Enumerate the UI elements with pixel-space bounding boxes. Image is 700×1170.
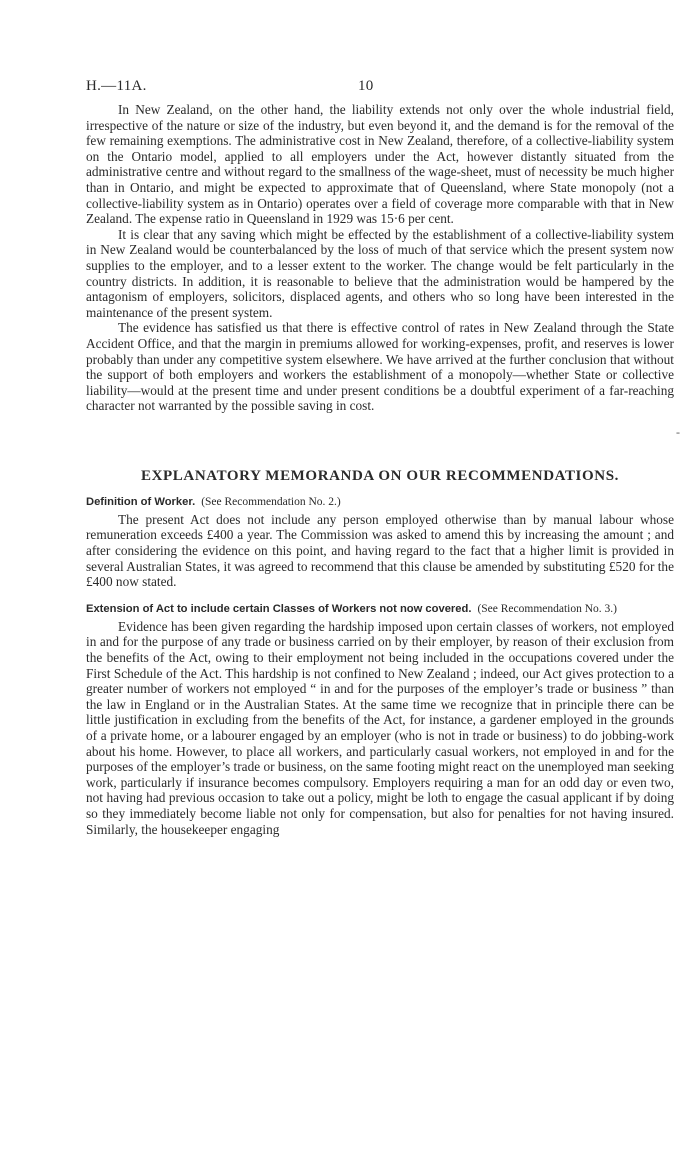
subheading-title: Definition of Worker.	[86, 495, 196, 508]
page-number: 10	[358, 78, 374, 94]
subheading-extension-of-act	[86, 602, 674, 616]
document-reference: H.—11A.	[86, 78, 147, 94]
paragraph-extension-of-act: Evidence has been given regarding the hardship imposed upon certain classes of workers, not employed in and for the purpose of any trade or business carried on by their employer, by reason of their exclusion from the benefits of the Act, owing to their employment not being included in the occupations covered under the First Schedule of the Act. This hardship is not confined to New Zealand ; indeed, our Act gives protection to a greater number of workers not employed “ in and for the purposes of the employer’s trade or business ” than the law in England or in the Australian States. At the same time we recognize that in principle there can be little justification in excluding from the benefits of the Act, for instance, a gardener employed in the grounds of a private home, or a labourer engaged by an employer (who is not in trade or business) to do jobbing-work about his home. However, to place all workers, and particularly casual workers, not employed in and for the purposes of the employer’s trade or business, on the same footing might react on the unemployed man seeking work, particularly if insurance becomes compulsory. Employers requiring a man for an odd day or even two, not having had previous occasion to take out a policy, might be loth to engage the casual applicant if by doing so they immediately become liable not only for compensation, but also for penalties for not having insured. Similarly, the housekeeper engaging	[86, 618, 674, 837]
document-page	[86, 78, 674, 837]
subheading-definition-of-worker	[86, 495, 674, 509]
subheading-title: Extension of Act to include certain Classes of Workers not now covered.	[86, 602, 472, 615]
paragraph-cost-new-zealand: In New Zealand, on the other hand, the liability extends not only over the whole industrial field, irrespective of the nature or size of the industry, but even beyond it, and the demand is for the removal of the few remaining exemptions. The administrative cost in New Zealand, therefore, of a collective-liability system on the Ontario model, applied to all employers under the Act, however distantly situated from the administrative centre and without regard to the smallness of the wage-sheet, must of necessity be much higher than in Ontario, and might be expected to approximate that of Queensland, where State monopoly (not a collective-liability system as in Ontario) operates over a field of coverage more comparable with that in New Zealand. The expense ratio in Queensland in 1929 was 15·6 per cent.	[86, 102, 674, 227]
section-heading: EXPLANATORY MEMORANDA ON OUR RECOMMENDATIONS.	[140, 467, 619, 484]
page-header	[86, 78, 674, 100]
recommendation-reference: (See Recommendation No. 3.)	[477, 602, 617, 615]
paragraph-collective-liability-saving: It is clear that any saving which might be effected by the establishment of a collective-liability system in New Zealand would be counterbalanced by the loss of much of that service which the present system now supplies to the employer, and to a lesser extent to the worker. The change would be felt particularly in the country districts. In addition, it is reasonable to believe that the administration would be hampered by the antagonism of employers, solicitors, displaced agents, and others who so long have been interested in the maintenance of the present system.	[86, 226, 674, 320]
margin-mark: -	[676, 425, 680, 439]
paragraph-evidence-control-of-rates: The evidence has satisfied us that there is effective control of rates in New Zealand through the State Accident Office, and that the margin in premiums allowed for working-expenses, profit, and reserves is lower probably than under any competitive system elsewhere. We have arrived at the further conclusion that without the support of both employers and workers the establishment of a monopoly—whether State or collective liability—would at the present time and under present conditions be a doubtful experiment of a far-reaching character not warranted by the possible saving in cost.	[86, 320, 674, 414]
recommendation-reference: (See Recommendation No. 2.)	[201, 495, 341, 508]
paragraph-definition-of-worker: The present Act does not include any person employed otherwise than by manual labour whose remuneration exceeds £400 a year. The Commission was asked to amend this by increasing the amount ; and after considering the evidence on this point, and having regard to the fact that a higher limit is provided in several Australian States, it was agreed to recommend that this clause be amended by substituting £520 for the £400 now stated.	[86, 511, 674, 590]
